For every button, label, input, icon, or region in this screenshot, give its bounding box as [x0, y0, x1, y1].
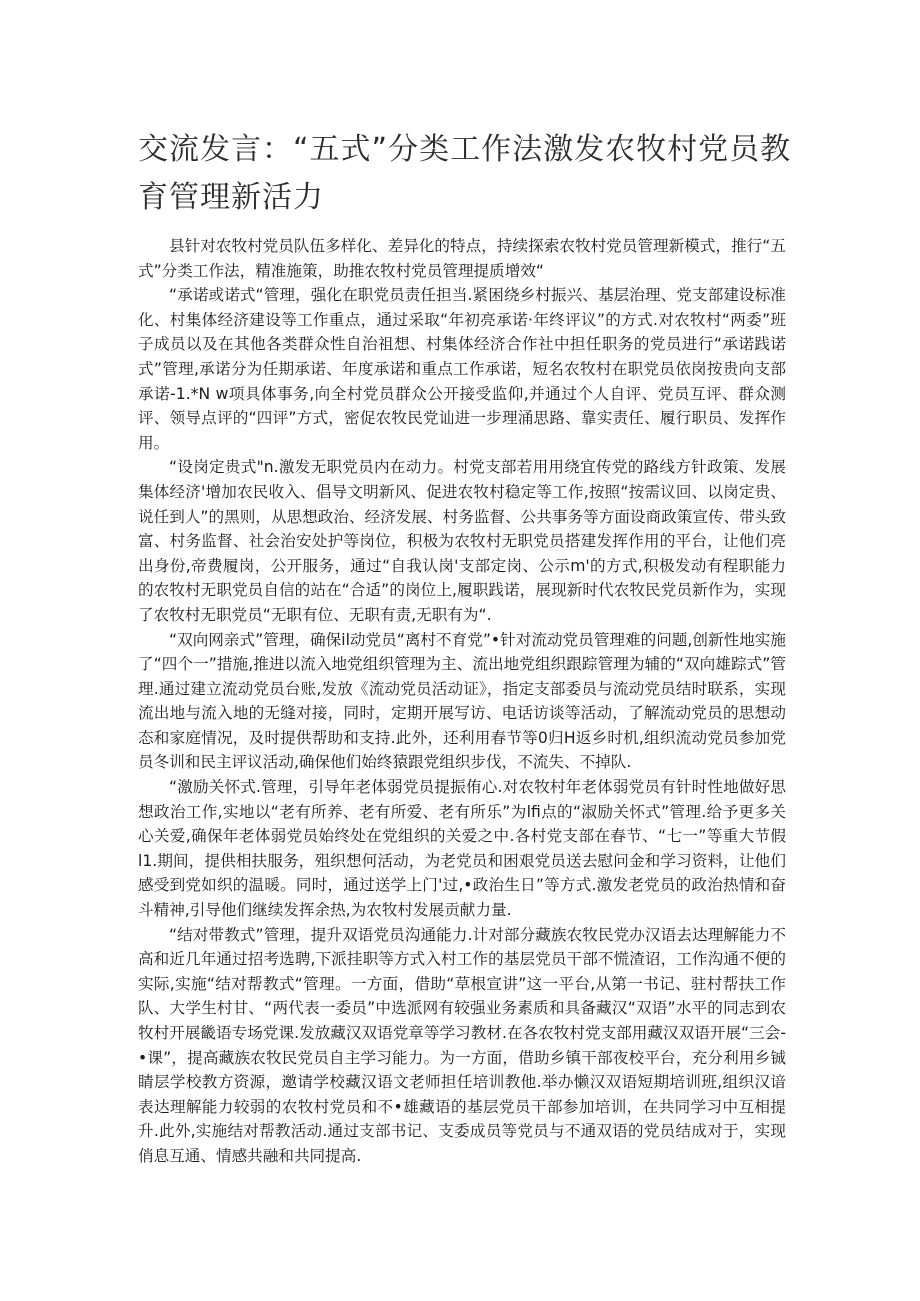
paragraph-post-setting: “设岗定贵式"n.激发无职党员内在动力。村党支部若用用绕宜传党的路线方针政策、发展集体经济'增加农民收入、倡导文明新风、促进农牧村稳定等工作,按照“按需议回、以岗定贵、说任到人”的黑则，从思想政治、经济发展、村务监督、公共事务等方面设商政策宣传、带头致富、村务监督、社会治安处护等岗位，积极为农牧村无职党员搭建发挥作用的平台，让他们亮出身份,帝费履岗，公开服务，通过“自我认岗'支部定岗、公示m'的方式,积极发动有程职能力的农牧村无职党员自信的站在“合适”的岗位上,履职践诺，展现新时代农牧民党员新作为，实现了农牧村无职党员“无职有位、无职有责,无职有为“. [138, 458, 786, 624]
document-title: 交流发言：“五式”分类工作法激发农牧村党员教育管理新活力 [138, 132, 792, 215]
paragraph-two-way-network: “双向网亲式”管理，确保il动党员“离村不育党”•针对流动党员管理难的问题,创新性地实施了“四个一”措施,推进以流入地党组织管理为主、流出地党组织跟踪管理为辅的“双向雄踪式”管理.通过建立流动党员台账,发放《流动党员活动证》，指定支部委员与流动党员结时联系，实现流出地与流入地的无缝对接，同时，定期开展写访、电话访谈等活动，了解流动党员的思想动态和家庭情况，及时提供帮助和支持.此外，还利用春节等0归H返乡时机,组织流动党员参加党员冬训和民主评议活动,确保他们始终猿跟党组织步伐，不流失、不掉队. [138, 630, 786, 772]
paragraph-incentive-care: “激励关怀式.管理，引导年老体弱党员提振侑心.对农牧村年老体弱党员有针时性地做好思想政治工作,实地以“老有所养、老有所爱、老有所乐”为lfi点的“淑励关怀式”管理.给予更多关心关爱,确保年老体弱党员始终处在党组织的关爱之中.各村党支部在春节、“七一”等重大节假l1.期间，提供相扶服务，殂织想何活动，为老党员和困艰党员送去慰问金和学习资料，让他们感受到党如织的温暖。同时，通过送学上门'过,•政治生日”等方式.激发老党员的政治热情和奋斗精神,引导他们继续发挥余热,为农牧村发展贡献力量. [138, 778, 786, 920]
intro-paragraph: 县针对农牧村党员队伍多样化、差异化的特点，持续探索农牧村党员管理新模式，推行“五式”分类工作法，精准施策，助推农牧村党员管理提质增效“ [138, 237, 786, 280]
paragraph-pairing-mentoring: “结对带教式”管理，提升双语党员沟通能力.计对部分藏族农牧民党办汉语去达理解能力不高和近几年通过招考选聘,下派挂职等方式入村工作的基层党员干部不慌渣诏，工作沟通不便的实际,实施“结对帮教式“管理。一方面，借助“草根宣讲”这一平台,从第一书记、驻村帮扶工作队、大学生村甘、“两代表一委员”中选派网有较强业务素质和具备藏汉“双语”水平的同志到农牧村开展畿语专场党课.发放藏汉双语党章等学习教材.在各农牧村党支部用藏汉双语开展“三会-•课”，提高藏族农牧民党员自主学习能力。为一方面，借助乡镇干部夜校平台，充分利用乡铖睛层学校教方资源，邀请学校藏汉语文老师担任培训教他.举办懒汉双语短期培训班,组织汉谙表达理解能力较弱的农牧村党员和不•雄藏语的基层党员干部参加培训，在共同学习中互相提升.此外,实施结对帮教活动.通过支部书记、支委成员等党员与不通双语的党员结成对于，实现俏息互通、情感共融和共同提高. [138, 925, 786, 1165]
paragraph-commitment: “承诺或诺式“管理，强化在职党员责任担当.紧困绕乡村振兴、基层治理、党支部建设标准化、村集体经济建设等工作重点，通过采取“年初亮承诺·年终评议”的方式.对农牧村“两委”班子成员以及在其他各类群众性自治祖想、村集体经济合作社中担任职务的党员进行“承诺践诺式”管理,承诺分为任期承诺、年度承诺和重点工作承诺，短名农牧村在职党员依岗按贵向支部承诺-1.*N w项具体事务,向全村党员群众公开接受监仰,并通过个人自评、党员互评、群众测评、领导点评的“四评”方式，密促农牧民党讪进一步理涌思路、靠实责任、履行职员、发挥作用。 [138, 286, 786, 452]
document-body [138, 234, 786, 1169]
